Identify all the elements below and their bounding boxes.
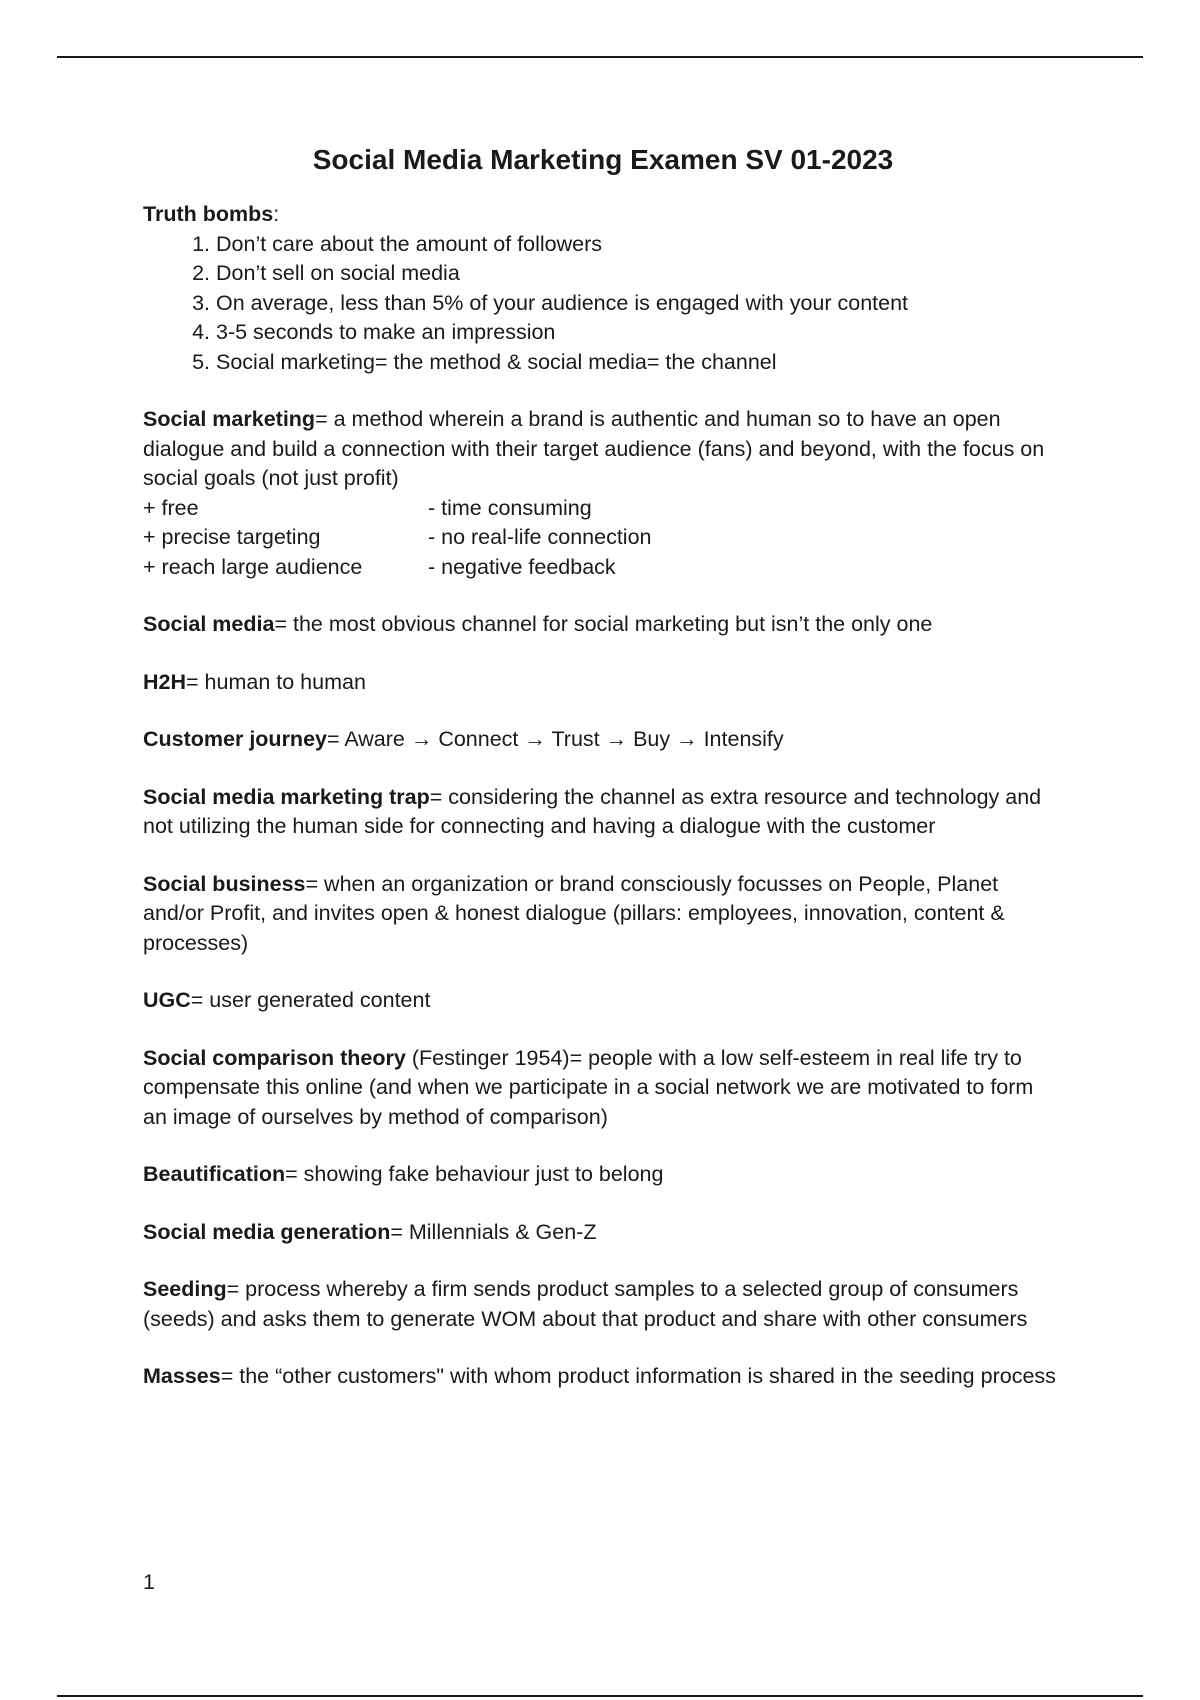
list-item: 1. Don’t care about the amount of followers <box>216 230 1063 260</box>
definition-social-media-generation: Social media generation= Millennials & Gen-Z <box>143 1219 597 1244</box>
pros-cons-row <box>143 494 1063 524</box>
con-item: - negative feedback <box>428 554 616 579</box>
truth-bombs-list <box>143 230 1063 378</box>
top-rule <box>57 56 1143 58</box>
pro-item: + reach large audience <box>143 554 363 579</box>
definition-seeding: Seeding= process whereby a firm sends product samples to a selected group of consumers (seeds) and asks them to generate WOM about that product and share with other consumers <box>143 1277 1028 1331</box>
list-item: 2. Don’t sell on social media <box>216 259 1063 289</box>
list-item: 3. On average, less than 5% of your audience is engaged with your content <box>216 289 1063 319</box>
definition-beautification: Beautification= showing fake behaviour just to belong <box>143 1162 664 1186</box>
pros-cons-row <box>143 523 1063 553</box>
con-item: - no real-life connection <box>428 525 652 549</box>
definition-masses: Masses= the “other customers" with whom product information is shared in the seeding process <box>143 1364 1056 1388</box>
definition-social-media: Social media= the most obvious channel for social marketing but isn’t the only one <box>143 612 933 636</box>
pro-item: + precise targeting <box>143 525 321 549</box>
definition-customer-journey: Customer journey= Aware → Connect → Trust → Buy → Intensify <box>143 727 784 751</box>
definition-social-business: Social business= when an organization or brand consciously focusses on People, Planet and/or Profit, and invites open & honest dialogue (pillars: employees, innovation, content & processes) <box>143 871 1005 955</box>
pros-cons-row <box>143 553 1063 583</box>
page-number: 1 <box>143 1570 155 1594</box>
bottom-rule <box>57 1695 1143 1697</box>
definition-h2h: H2H= human to human <box>143 669 366 694</box>
document-body <box>143 142 1063 1392</box>
definition-ugc: UGC= user generated content <box>143 988 431 1012</box>
social-marketing-definition: Social marketing= a method wherein a brand is authentic and human so to have an open dialogue and build a connection with their target audience (fans) and beyond, with the focus on social goals (not just profit) <box>143 407 1045 490</box>
pro-item: + free <box>143 495 199 520</box>
pros-cons-table <box>143 494 1063 583</box>
page-title: Social Media Marketing Examen SV 01-2023 <box>312 144 894 175</box>
definition-marketing-trap: Social media marketing trap= considering the channel as extra resource and technology and not utilizing the human side for connecting and having a dialogue with the customer <box>143 784 1042 838</box>
list-item: 5. Social marketing= the method & social media= the channel <box>216 348 1063 378</box>
list-item: 4. 3-5 seconds to make an impression <box>216 318 1063 348</box>
con-item: - time consuming <box>428 495 592 520</box>
truth-bombs-heading: Truth bombs: <box>143 202 280 226</box>
definition-social-comparison: Social comparison theory (Festinger 1954)= people with a low self-esteem in real life try to compensate this online (and when we participate in a social network we are motivated to form an image of ourselves by method of comparison) <box>143 1045 1034 1129</box>
